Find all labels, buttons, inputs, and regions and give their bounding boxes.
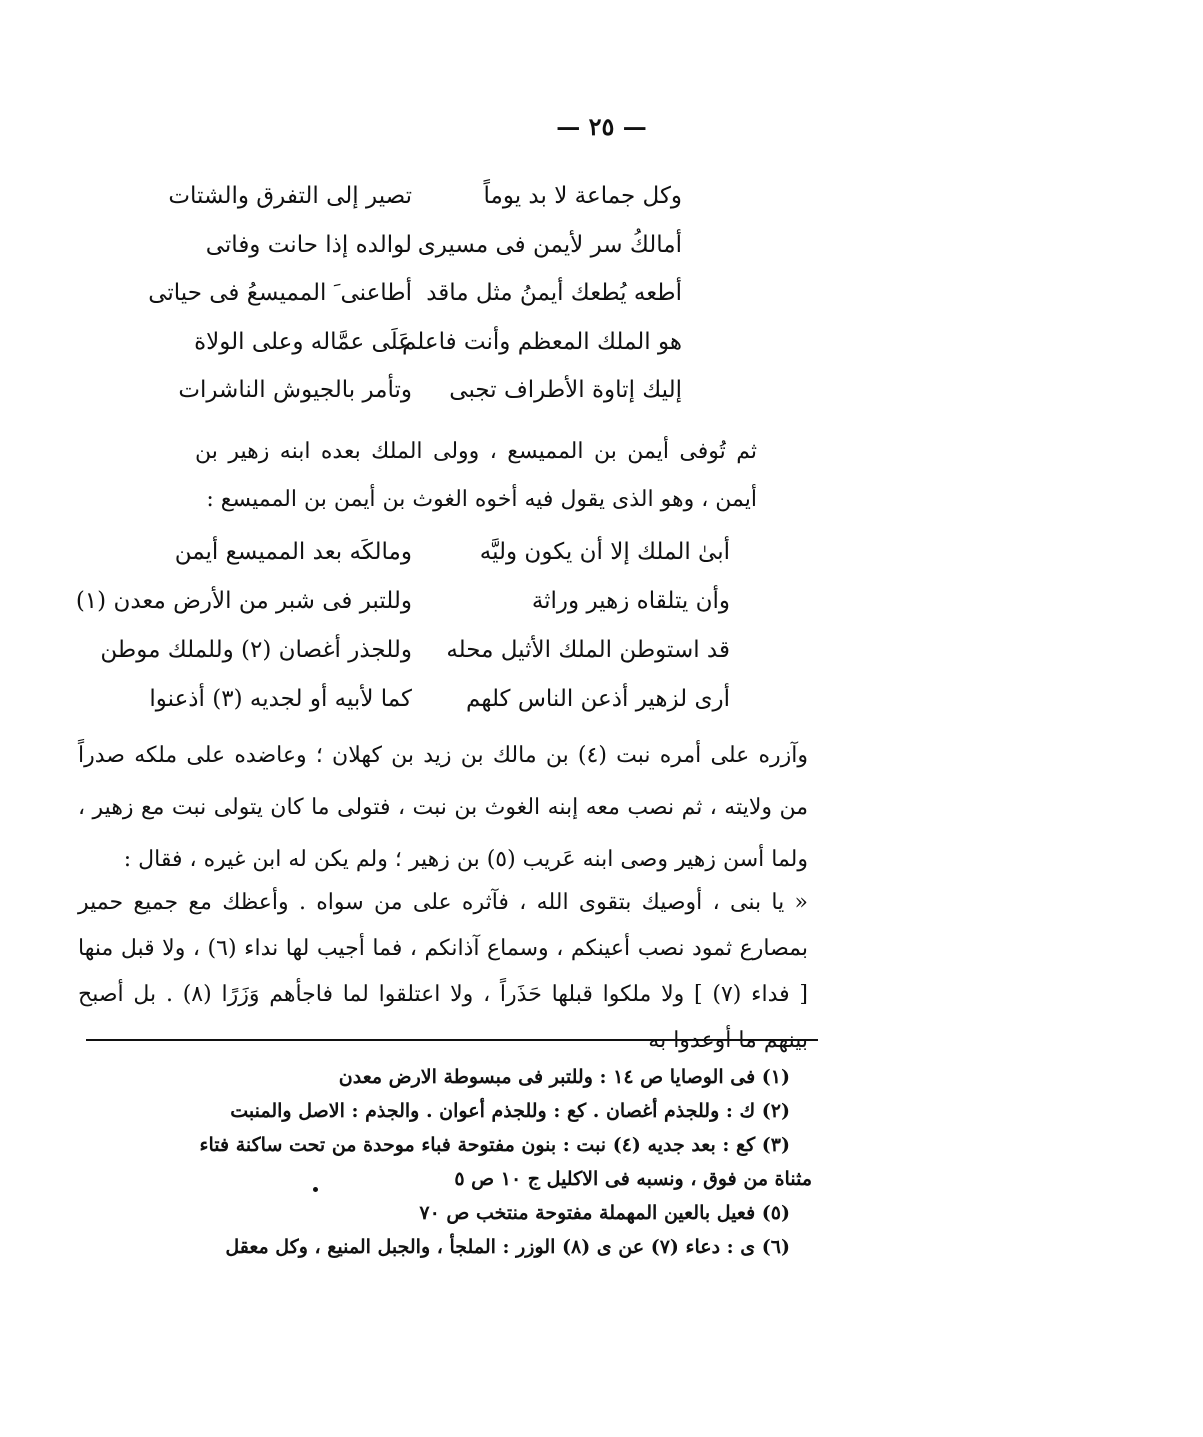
paragraph-text: ثم تُوفى أيمن بن المميسع ، وولى الملك بعده ابنه زهير بن أيمن ، وهو الذى يقول فيه أخوه الغوث بن أيمن بن المميسع : xyxy=(195,439,757,512)
footnote-divider xyxy=(86,1039,818,1041)
verse-hemistich-second: تصير إلى التفرق والشتات xyxy=(168,183,412,209)
page-number: — ٢٥ — xyxy=(556,112,647,141)
verse xyxy=(170,322,682,371)
verse-hemistich-first: وكل جماعة لا بد يوماً xyxy=(483,183,682,209)
verse xyxy=(148,273,682,322)
poem-1 xyxy=(148,176,682,419)
paragraph-narrative xyxy=(78,730,808,886)
verse xyxy=(140,532,730,581)
verse-hemistich-second: وللجذر أغصان (٢) وللملك موطن xyxy=(100,637,412,663)
verse-hemistich-second: وتأمر بالجيوش الناشرات xyxy=(178,377,412,403)
verse-hemistich-first: وأن يتلقاه زهير وراثة xyxy=(531,588,730,614)
verse-hemistich-second: وللتبر فى شبر من الأرض معدن (١) xyxy=(75,588,412,614)
paragraph-text: « يا بنى ، أوصيك بتقوى الله ، فآثره على من سواه . وأعظك مع جميع حمير بمصارع ثمود نصب أعينكم ، وسماع آذانكم ، فما أجيب لها نداء (٦) ، ولا قبل منها [ فداء (٧) ] ولا ملكوا قبلها حَذَراً ، ولا اعتلقوا لما فاجأهم وَزَرًا (٨) . بل أصبح بينهم ما أوعدوا به xyxy=(78,890,808,1053)
verse-hemistich-second: ومالكَه بعد المميسع أيمن xyxy=(174,539,412,565)
verse-hemistich-second: كما لأبيه أو لجديه (٣) أذعنوا xyxy=(149,686,412,712)
footnote-continuation: مثناة من فوق ، ونسبه فى الاكليل ج ١٠ ص ٥ xyxy=(454,1168,812,1190)
verse-hemistich-first: أبىٰ الملك إلا أن يكون وليَّه xyxy=(479,539,730,565)
footnote: (١) فى الوصايا ص ١٤ : وللتبر فى مبسوطة الارض معدن xyxy=(338,1066,790,1088)
verse-hemistich-first: قد استوطن الملك الأثيل محله xyxy=(446,637,730,663)
verse-hemistich-first: أرى لزهير أذعن الناس كلهم xyxy=(466,686,730,712)
verse-hemistich-first: أطعه يُطعك أيمنُ مثل ماقد xyxy=(426,280,682,306)
footnotes xyxy=(78,1060,812,1264)
verse-hemistich-first: إليك إتاوة الأطراف تجبى xyxy=(449,377,682,403)
footnote: (٦) ى : دعاء (٧) عن ى (٨) الوزر : الملجأ ، والجبل المنيع ، وكل معقل xyxy=(225,1236,790,1258)
verse xyxy=(75,581,730,630)
verse-hemistich-first: هو الملك المعظم وأنت فاعلم xyxy=(401,328,682,355)
paragraph-intro xyxy=(195,428,757,524)
verse-hemistich-second: عَلَى عمَّاله وعلى الولاة xyxy=(194,328,412,355)
verse xyxy=(100,630,730,679)
footnote: (٥) فعيل بالعين المهملة مفتوحة منتخب ص ٧٠ xyxy=(419,1202,790,1224)
ink-speck xyxy=(313,1187,318,1192)
verse-hemistich-second: لوالده إذا حانت وفاتى xyxy=(205,231,412,258)
verse xyxy=(170,176,682,225)
verse xyxy=(170,370,682,419)
footnote: (٢) ك : وللجذم أغصان . كع : وللجذم أعوان . والجذم : الاصل والمنبت xyxy=(230,1100,790,1122)
verse-hemistich-first: أمالكُ سر لأيمن فى مسيرى xyxy=(417,231,682,258)
verse xyxy=(140,679,730,728)
poem-2 xyxy=(75,532,730,728)
footnote: (٣) كع : بعد جديه (٤) نبت : بنون مفتوحة فباء موحدة من تحت ساكنة فتاء xyxy=(199,1134,790,1156)
paragraph-text: وآزره على أمره نبت (٤) بن مالك بن زيد بن كهلان ؛ وعاضده على ملكه صدراً من ولايته ، ثم نصب معه إبنه الغوث بن نبت ، فتولى ما كان يتولى نبت مع زهير ، ولما أسن زهير وصى ابنه عَريب (٥) بن زهير ؛ ولم يكن له ابن غيره ، فقال : xyxy=(78,743,809,872)
verse-hemistich-second: أطاعنى َ المميسعُ فى حياتى xyxy=(148,280,412,306)
paragraph-quote xyxy=(78,880,808,1064)
verse xyxy=(170,225,682,274)
